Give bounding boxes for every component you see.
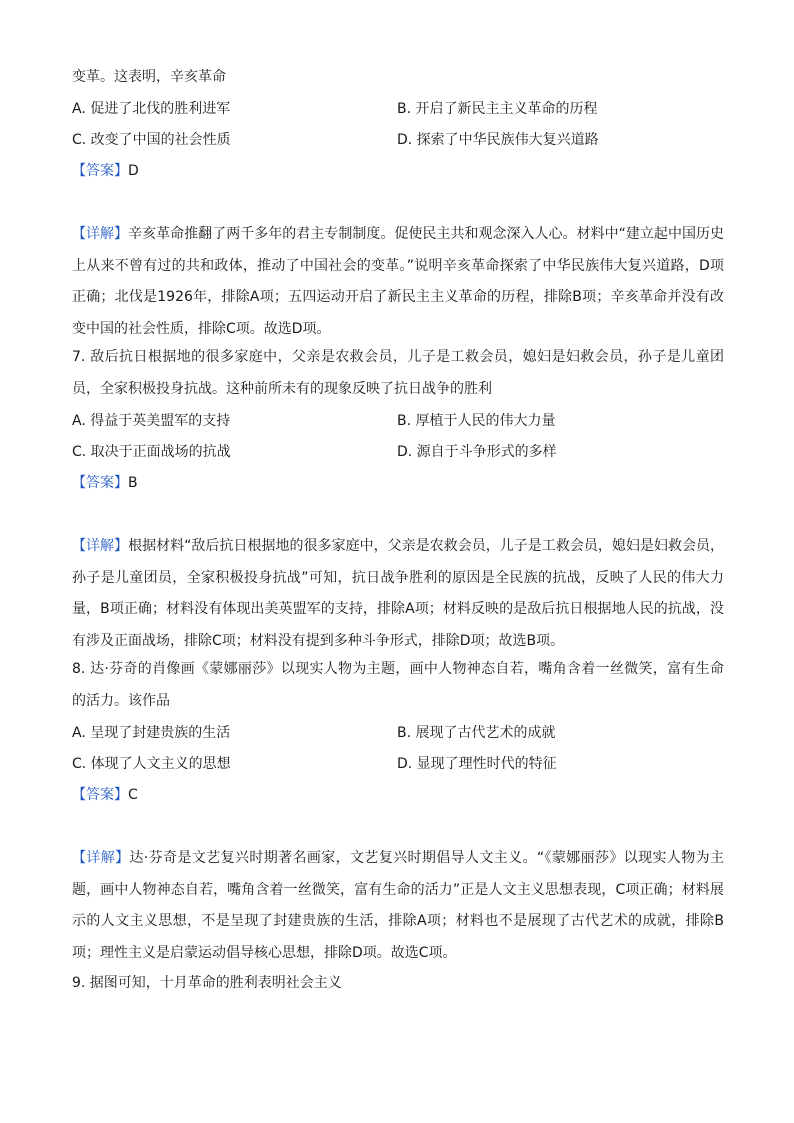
q7-option-a: A. 得益于英美盟军的支持 xyxy=(72,413,231,429)
q6-option-c: C. 改变了中国的社会性质 xyxy=(72,132,231,148)
q6-option-d: D. 探索了中华民族伟大复兴道路 xyxy=(397,132,599,148)
q8-stem: 8. 达·芬奇的肖像画《蒙娜丽莎》以现实人物为主题，画中人物神态自若，嘴角含着一丝微笑，富有生命的活力。该作品 xyxy=(72,661,724,709)
answer-tag: 【答案】 xyxy=(72,163,128,179)
q7-option-d: D. 源自于斗争形式的多样 xyxy=(397,444,557,460)
q8-answer: C xyxy=(128,787,138,803)
q9-stem: 9. 据图可知，十月革命的胜利表明社会主义 xyxy=(72,975,342,991)
q7-answer: B xyxy=(128,475,138,491)
q8-option-a: A. 呈现了封建贵族的生活 xyxy=(72,725,231,741)
q6-detail-text: 辛亥革命推翻了两千多年的君主专制制度。促使民主共和观念深入人心。材料中“建立起中国历史上从来不曾有过的共和政体，推动了中国社会的变革。”说明辛亥革命探索了中华民族伟大复兴道路，D项正确；北伐是1926年，排除A项；五四运动开启了新民主主义革命的历程，排除B项；辛亥革命并没有改变中国的社会性质，排除C项。故选D项。 xyxy=(72,226,724,337)
q6-answer: D xyxy=(128,163,139,179)
q8-option-c: C. 体现了人文主义的思想 xyxy=(72,756,231,772)
q7-stem: 7. 敌后抗日根据地的很多家庭中，父亲是农救会员，儿子是工救会员，媳妇是妇救会员，孙子是儿童团员，全家积极投身抗战。这种前所未有的现象反映了抗日战争的胜利 xyxy=(72,349,724,397)
q8-detail-text: 达·芬奇是文艺复兴时期著名画家，文艺复兴时期倡导人文主义。“《蒙娜丽莎》以现实人物为主题，画中人物神态自若，嘴角含着一丝微笑，富有生命的活力”正是人文主义思想表现，C项正确；材料展示的人文主义思想，不是呈现了封建贵族的生活，排除A项；材料也不是展现了古代艺术的成就，排除B项；理性主义是启蒙运动倡导核心思想，排除D项。故选C项。 xyxy=(72,850,725,961)
detail-tag: 【详解】 xyxy=(72,538,129,554)
q6-stem-tail: 变革。这表明，辛亥革命 xyxy=(72,69,226,85)
q7-option-c: C. 取决于正面战场的抗战 xyxy=(72,444,231,460)
q7-option-b: B. 厚植于人民的伟大力量 xyxy=(397,413,556,429)
q6-option-b: B. 开启了新民主主义革命的历程 xyxy=(397,101,598,117)
q6-answer-line xyxy=(72,161,139,181)
q7-answer-line xyxy=(72,473,138,493)
answer-tag: 【答案】 xyxy=(72,787,128,803)
q7-detail xyxy=(72,531,724,657)
q8-option-d: D. 显现了理性时代的特征 xyxy=(397,756,557,772)
q8-detail xyxy=(72,843,724,969)
q6-option-a: A. 促进了北伐的胜利进军 xyxy=(72,101,231,117)
answer-tag: 【答案】 xyxy=(72,475,128,491)
detail-tag: 【详解】 xyxy=(72,226,129,242)
q8-option-b: B. 展现了古代艺术的成就 xyxy=(397,725,556,741)
q8-answer-line xyxy=(72,785,138,805)
q6-detail xyxy=(72,219,724,345)
q7-detail-text: 根据材料“敌后抗日根据地的很多家庭中，父亲是农救会员，儿子是工救会员，媳妇是妇救会员，孙子是儿童团员，全家积极投身抗战”可知，抗日战争胜利的原因是全民族的抗战，反映了人民的伟大力量，B项正确；材料没有体现出美英盟军的支持，排除A项；材料反映的是敌后抗日根据地人民的抗战，没有涉及正面战场，排除C项；材料没有提到多种斗争形式，排除D项；故选B项。 xyxy=(72,538,724,649)
detail-tag: 【详解】 xyxy=(72,850,130,866)
